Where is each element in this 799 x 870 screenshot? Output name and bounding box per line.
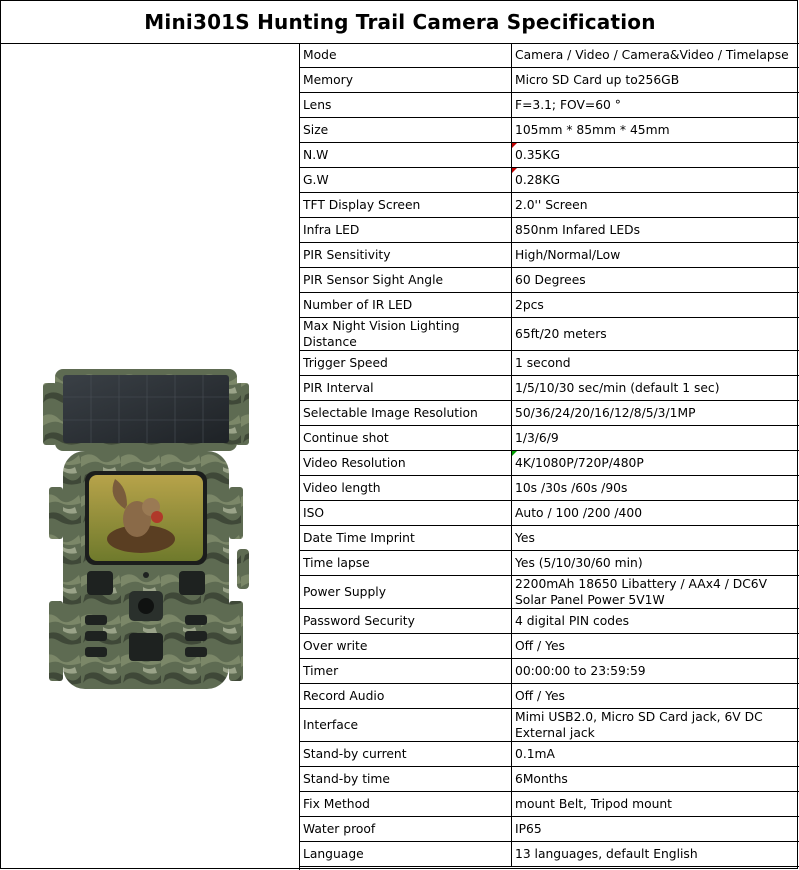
spec-key: Infra LED [300, 218, 512, 243]
spec-value: 2pcs [512, 293, 799, 318]
spec-key: Mode [300, 43, 512, 68]
product-image-cell [1, 43, 300, 870]
spec-key: Interface [300, 709, 512, 742]
spec-row [300, 376, 799, 401]
spec-value: 65ft/20 meters [512, 318, 799, 351]
spec-row [300, 93, 799, 118]
spec-value: Off / Yes [512, 634, 799, 659]
spec-row [300, 118, 799, 143]
spec-key: TFT Display Screen [300, 193, 512, 218]
spec-key: Language [300, 842, 512, 867]
spec-row [300, 767, 799, 792]
title-row [1, 1, 799, 44]
spec-value: 0.28KG [512, 168, 799, 193]
spec-row [300, 426, 799, 451]
spec-value: IP65 [512, 817, 799, 842]
spec-row [300, 684, 799, 709]
spec-row [300, 193, 799, 218]
spec-key: PIR Sensor Sight Angle [300, 268, 512, 293]
spec-key: G.W [300, 168, 512, 193]
spec-row [300, 576, 799, 609]
spec-key: Size [300, 118, 512, 143]
spec-value: mount Belt, Tripod mount [512, 792, 799, 817]
spec-row [300, 243, 799, 268]
spec-row [300, 551, 799, 576]
spec-value: 10s /30s /60s /90s [512, 476, 799, 501]
spec-value: Yes [512, 526, 799, 551]
spec-key: Lens [300, 93, 512, 118]
spec-row [300, 609, 799, 634]
spec-key: ISO [300, 501, 512, 526]
spec-key: Stand-by current [300, 742, 512, 767]
spec-row [300, 842, 799, 867]
spec-key: Continue shot [300, 426, 512, 451]
spec-row [300, 634, 799, 659]
spec-value: Yes (5/10/30/60 min) [512, 551, 799, 576]
spec-key: Power Supply [300, 576, 512, 609]
spec-value: 1/5/10/30 sec/min (default 1 sec) [512, 376, 799, 401]
spec-value: 850nm Infared LEDs [512, 218, 799, 243]
spec-key: Fix Method [300, 792, 512, 817]
spec-value: 00:00:00 to 23:59:59 [512, 659, 799, 684]
spec-row [300, 742, 799, 767]
spec-row [300, 68, 799, 93]
spec-value: 4K/1080P/720P/480P [512, 451, 799, 476]
spec-value: 0.1mA [512, 742, 799, 767]
spec-key: PIR Sensitivity [300, 243, 512, 268]
spec-key: Stand-by time [300, 767, 512, 792]
spec-row [300, 451, 799, 476]
spec-key: N.W [300, 143, 512, 168]
spec-key: Over write [300, 634, 512, 659]
spec-value: 2200mAh 18650 Libattery / AAx4 / DC6V Solar Panel Power 5V1W [512, 576, 799, 609]
spec-value: 1 second [512, 351, 799, 376]
spec-key: PIR Interval [300, 376, 512, 401]
spec-key: Password Security [300, 609, 512, 634]
spec-value: Micro SD Card up to256GB [512, 68, 799, 93]
spec-value: Off / Yes [512, 684, 799, 709]
spec-key: Video Resolution [300, 451, 512, 476]
spec-value: F=3.1; FOV=60 ° [512, 93, 799, 118]
spec-key: Video length [300, 476, 512, 501]
spec-table [300, 43, 799, 867]
spec-value: Auto / 100 /200 /400 [512, 501, 799, 526]
spec-row [300, 351, 799, 376]
spec-value: 60 Degrees [512, 268, 799, 293]
spec-row [300, 401, 799, 426]
spec-key: Memory [300, 68, 512, 93]
spec-key: Water proof [300, 817, 512, 842]
spec-row [300, 709, 799, 742]
spec-key: Max Night Vision Lighting Distance [300, 318, 512, 351]
spec-value: 105mm * 85mm * 45mm [512, 118, 799, 143]
spec-row [300, 143, 799, 168]
spec-key: Trigger Speed [300, 351, 512, 376]
spec-value: Mimi USB2.0, Micro SD Card jack, 6V DC External jack [512, 709, 799, 742]
spec-value: 6Months [512, 767, 799, 792]
spec-row [300, 792, 799, 817]
spec-row [300, 268, 799, 293]
spec-value: 4 digital PIN codes [512, 609, 799, 634]
spec-value: High/Normal/Low [512, 243, 799, 268]
spec-value: 13 languages, default English [512, 842, 799, 867]
spec-row [300, 293, 799, 318]
spec-row [300, 43, 799, 68]
spec-row [300, 501, 799, 526]
spec-row [300, 659, 799, 684]
spec-key: Timer [300, 659, 512, 684]
spec-row [300, 476, 799, 501]
page-title: Mini301S Hunting Trail Camera Specification [144, 10, 656, 34]
spec-value: 0.35KG [512, 143, 799, 168]
spec-value: 1/3/6/9 [512, 426, 799, 451]
spec-key: Number of IR LED [300, 293, 512, 318]
spec-key: Selectable Image Resolution [300, 401, 512, 426]
spec-value: Camera / Video / Camera&Video / Timelapse [512, 43, 799, 68]
spec-value: 2.0'' Screen [512, 193, 799, 218]
spec-row [300, 218, 799, 243]
spec-row [300, 168, 799, 193]
spec-key: Date Time Imprint [300, 526, 512, 551]
spec-key: Time lapse [300, 551, 512, 576]
spec-row [300, 526, 799, 551]
spec-key: Record Audio [300, 684, 512, 709]
spec-row [300, 817, 799, 842]
spec-row [300, 318, 799, 351]
trail-camera-image [41, 369, 251, 737]
spec-value: 50/36/24/20/16/12/8/5/3/1MP [512, 401, 799, 426]
